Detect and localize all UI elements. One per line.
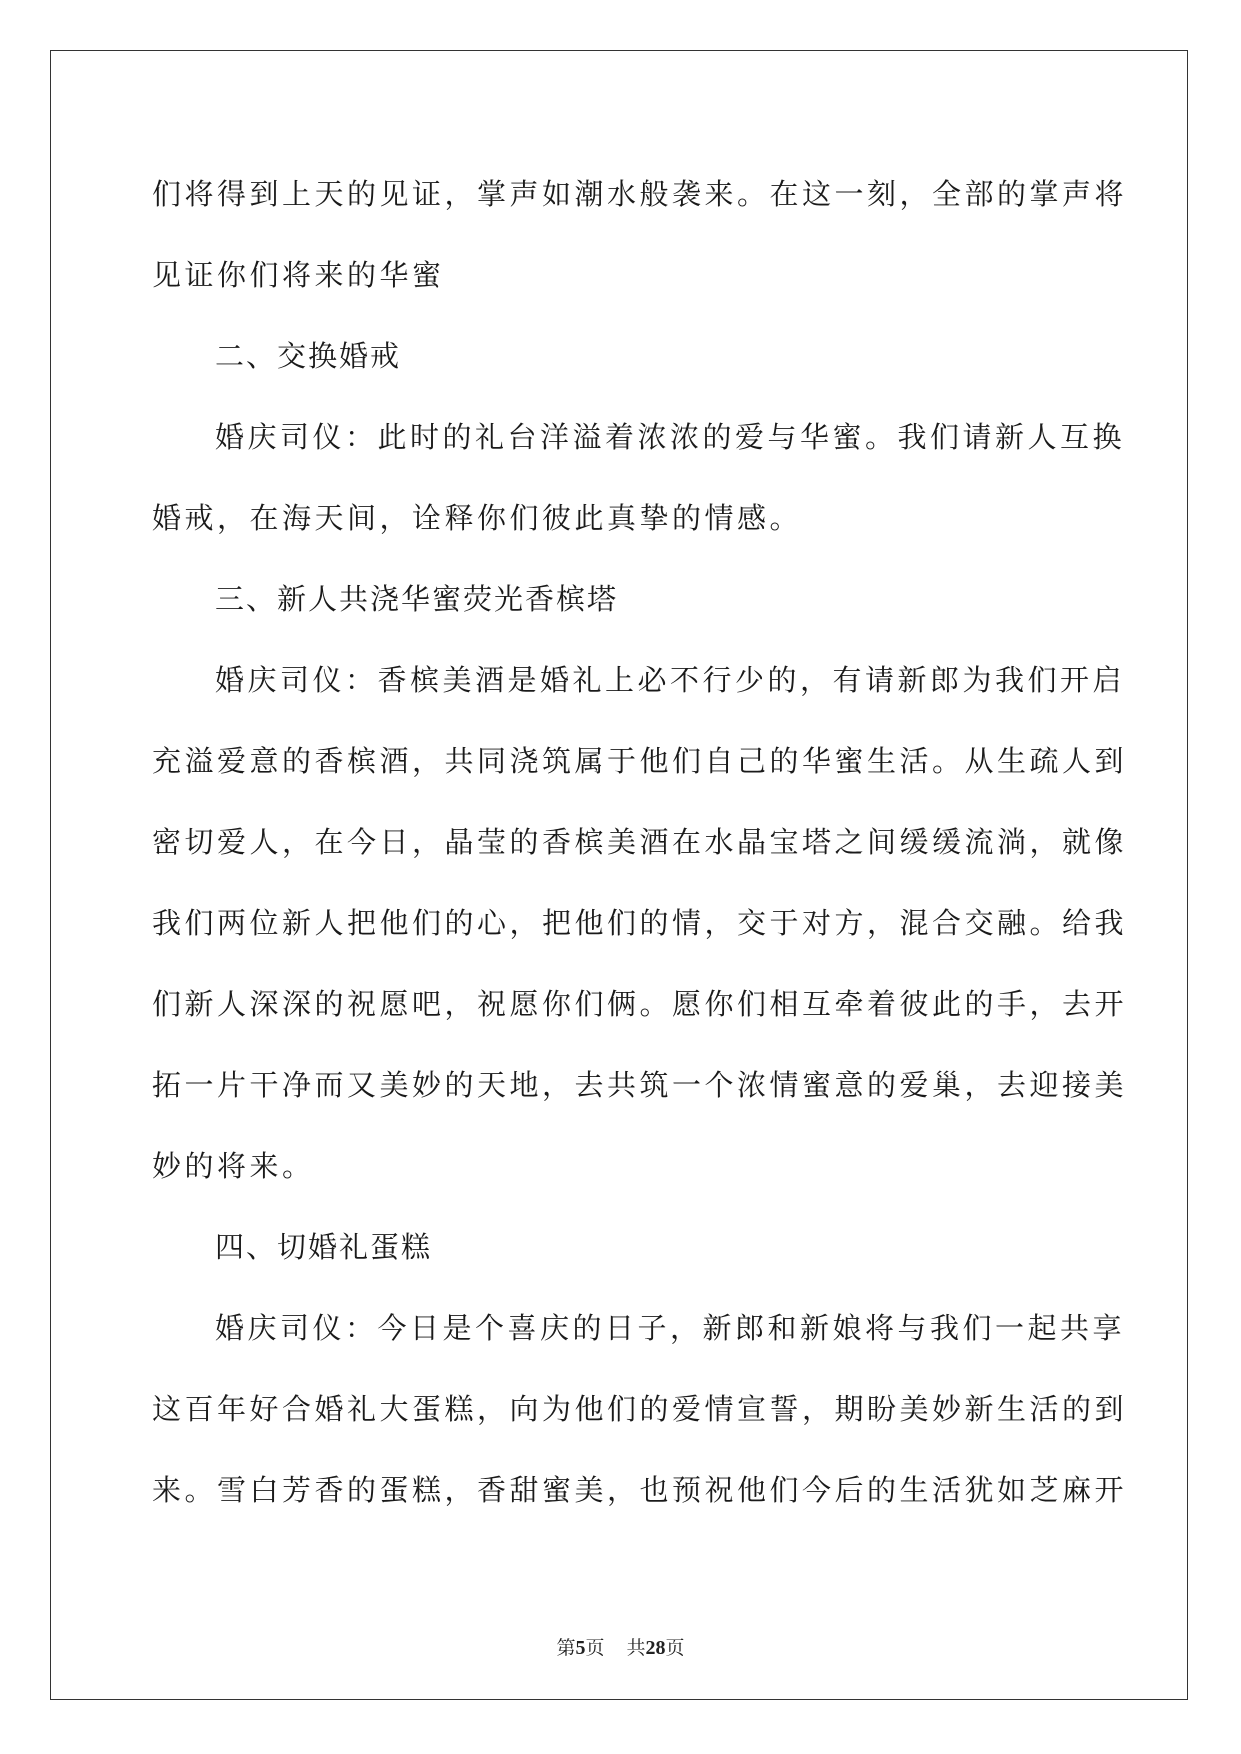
- footer-page-prefix: 第: [556, 1637, 576, 1659]
- text-line: 婚庆司仪：香槟美酒是婚礼上必不行少的，有请新郎为我们开启: [215, 663, 1126, 697]
- text-line: 婚庆司仪：此时的礼台洋溢着浓浓的爱与华蜜。我们请新人互换: [215, 420, 1126, 454]
- document-body: [152, 154, 1128, 1531]
- footer-page-suffix: 页: [585, 1637, 605, 1659]
- text-line: 拓一片干净而又美妙的天地，去共筑一个浓情蜜意的爱巢，去迎接美: [152, 1068, 1128, 1102]
- text-line: 妙的将来。: [152, 1149, 315, 1183]
- text-line: 充溢爱意的香槟酒，共同浇筑属于他们自己的华蜜生活。从生疏人到: [152, 744, 1128, 778]
- text-line: 见证你们将来的华蜜: [152, 258, 445, 292]
- text-line: 这百年好合婚礼大蛋糕，向为他们的爱情宣誓，期盼美妙新生活的到: [152, 1392, 1128, 1426]
- footer-total-suffix: 页: [665, 1637, 685, 1659]
- text-line: 来。雪白芳香的蛋糕，香甜蜜美，也预祝他们今后的生活犹如芝麻开: [152, 1473, 1128, 1507]
- footer-total-pages: 28: [645, 1637, 666, 1659]
- footer-total-prefix: 共: [626, 1637, 646, 1659]
- section-heading: 三、新人共浇华蜜荧光香槟塔: [215, 582, 619, 616]
- footer-page-number: 5: [575, 1637, 586, 1659]
- section-heading: 四、切婚礼蛋糕: [215, 1230, 433, 1264]
- text-line: 密切爱人，在今日，晶莹的香槟美酒在水晶宝塔之间缓缓流淌，就像: [152, 825, 1128, 859]
- text-line: 婚庆司仪：今日是个喜庆的日子，新郎和新娘将与我们一起共享: [215, 1311, 1126, 1345]
- text-line: 我们两位新人把他们的心，把他们的情，交于对方，混合交融。给我: [152, 906, 1128, 940]
- text-line: 婚戒，在海天间，诠释你们彼此真挚的情感。: [152, 501, 803, 535]
- section-heading: 二、交换婚戒: [215, 339, 402, 373]
- page-footer: [0, 1633, 1241, 1660]
- text-line: 们新人深深的祝愿吧，祝愿你们俩。愿你们相互牵着彼此的手，去开: [152, 987, 1128, 1021]
- text-line: 们将得到上天的见证，掌声如潮水般袭来。在这一刻，全部的掌声将: [152, 177, 1128, 211]
